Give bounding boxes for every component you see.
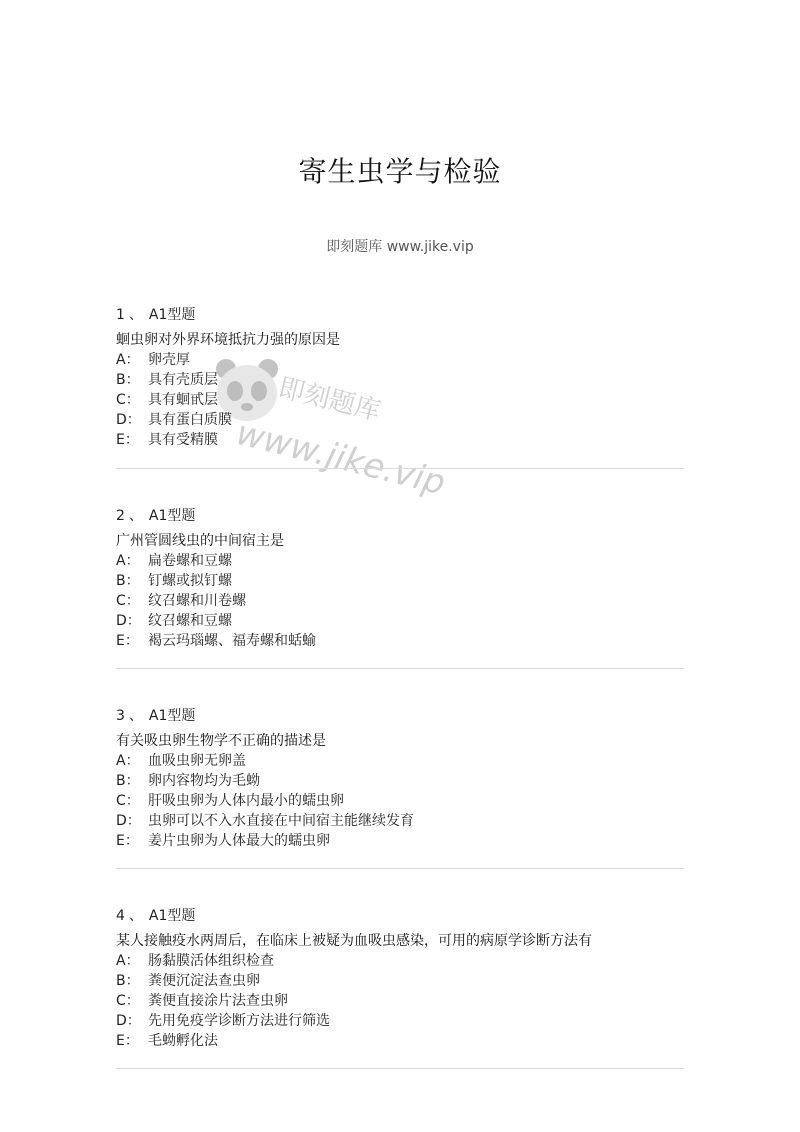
option-key: D： [116,613,141,629]
option-text: 具有蛔甙层 [148,392,218,408]
option-key: B： [116,973,140,989]
option-text: 血吸虫卵无卵盖 [148,753,246,769]
question-header [116,706,684,726]
question-header [116,906,684,926]
option-e [116,631,684,651]
question-stem: 蛔虫卵对外界环境抵抗力强的原因是 [116,332,340,348]
document-title: 寄生虫学与检验 [298,155,502,188]
option-a [116,951,684,971]
question-type: A1型题 [148,708,196,724]
option-key: E： [116,432,139,448]
option-c [116,591,684,611]
question-separator: 、 [128,908,143,924]
question-number: 3 [116,708,125,724]
option-key: A： [116,753,140,769]
question-type: A1型题 [148,508,196,524]
option-key: D： [116,1013,141,1029]
question-stem: 有关吸虫卵生物学不正确的描述是 [116,733,326,749]
watermark-brand: 即刻题库 [275,372,384,428]
option-key: E： [116,833,139,849]
option-e [116,831,684,851]
option-key: C： [116,993,140,1009]
option-text: 具有受精膜 [148,432,218,448]
option-b [116,571,684,591]
question-2 [116,506,684,651]
option-text: 粪便沉淀法查虫卵 [148,973,260,989]
option-text: 具有蛋白质膜 [148,412,232,428]
option-c [116,791,684,811]
option-key: B： [116,573,140,589]
option-key: B： [116,773,140,789]
question-type: A1型题 [148,908,196,924]
option-text: 扁卷螺和豆螺 [148,553,232,569]
question-separator: 、 [128,307,143,323]
option-key: A： [116,553,140,569]
question-header [116,506,684,526]
option-text: 虫卵可以不入水直接在中间宿主能继续发育 [148,813,414,829]
option-key: A： [116,953,140,969]
watermark-url: www.jike.vip [232,413,450,504]
option-text: 纹召螺和川卷螺 [148,593,246,609]
option-a [116,551,684,571]
question-4 [116,906,684,1051]
option-text: 纹召螺和豆螺 [148,613,232,629]
option-e [116,430,684,450]
option-key: C： [116,793,140,809]
question-number: 4 [116,908,125,924]
option-e [116,1031,684,1051]
question-3 [116,706,684,851]
option-text: 毛蚴孵化法 [148,1033,218,1049]
question-stem: 某人接触疫水两周后，在临床上被疑为血吸虫感染，可用的病原学诊断方法有 [116,933,592,949]
option-key: D： [116,412,141,428]
question-divider [116,1068,684,1069]
option-d [116,611,684,631]
question-number: 2 [116,508,125,524]
option-text: 姜片虫卵为人体最大的蠕虫卵 [148,833,330,849]
option-text: 粪便直接涂片法查虫卵 [148,993,288,1009]
option-c [116,991,684,1011]
question-divider [116,868,684,869]
option-text: 肠黏膜活体组织检查 [148,953,274,969]
question-1 [116,305,684,450]
option-key: E： [116,1033,139,1049]
option-text: 褐云玛瑙螺、福寿螺和蛞蝓 [148,633,316,649]
option-key: D： [116,813,141,829]
option-text: 肝吸虫卵为人体内最小的蠕虫卵 [148,793,344,809]
option-text: 卵内容物均为毛蚴 [148,773,260,789]
question-number: 1 [116,307,125,323]
option-key: E： [116,633,139,649]
question-divider [116,668,684,669]
option-d [116,811,684,831]
question-separator: 、 [128,508,143,524]
question-separator: 、 [128,708,143,724]
option-text: 卵壳厚 [148,352,190,368]
option-d [116,1011,684,1031]
question-header [116,305,684,325]
option-key: A： [116,352,140,368]
option-d [116,410,684,430]
option-text: 先用免疫学诊断方法进行筛选 [148,1013,330,1029]
question-stem: 广州管圆线虫的中间宿主是 [116,533,284,549]
option-key: C： [116,593,140,609]
document-subtitle: 即刻题库 www.jike.vip [326,239,474,255]
option-a [116,350,684,370]
option-c [116,390,684,410]
option-b [116,370,684,390]
option-text: 钉螺或拟钉螺 [148,573,232,589]
option-key: C： [116,392,140,408]
option-key: B： [116,372,140,388]
question-divider [116,468,684,469]
option-b [116,771,684,791]
option-b [116,971,684,991]
option-a [116,751,684,771]
question-type: A1型题 [148,307,196,323]
option-text: 具有壳质层 [148,372,218,388]
